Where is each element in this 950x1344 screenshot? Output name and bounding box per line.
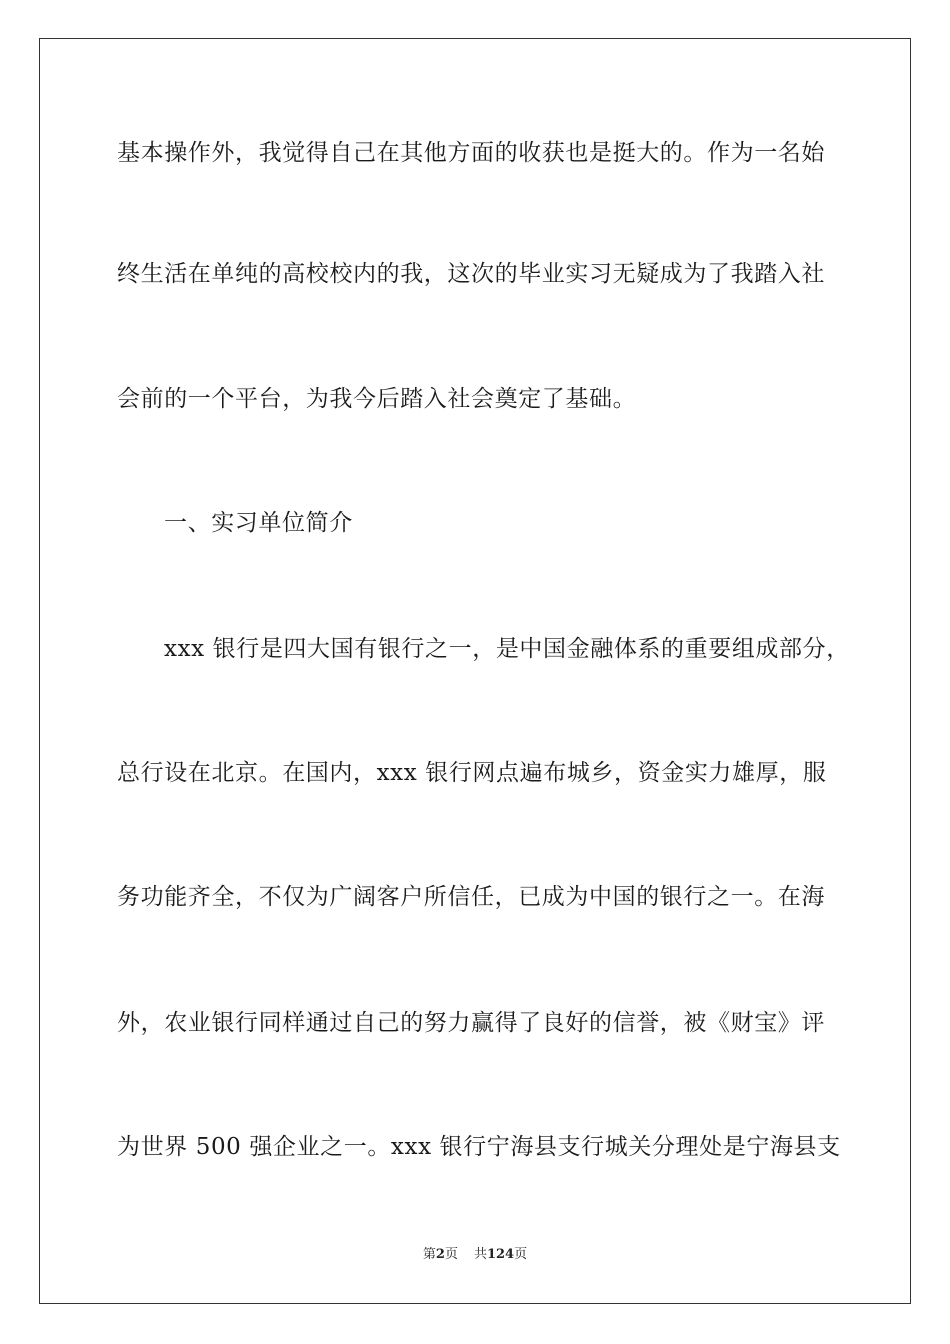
text-line-6: 总行设在北京。在国内，xxx 银行网点遍布城乡，资金实力雄厚，服 [117,760,827,786]
footer-page-number: 2 [435,1247,445,1262]
text-line-5: xxx 银行是四大国有银行之一，是中国金融体系的重要组成部分， [164,636,850,662]
footer-total-pages: 124 [486,1247,515,1262]
section-heading: 一、实习单位简介 [164,510,353,536]
footer-page-prefix: 第 [422,1247,436,1262]
text-line-1: 基本操作外，我觉得自己在其他方面的收获也是挺大的。作为一名始 [117,140,825,166]
footer-total-prefix: 共 [473,1247,487,1262]
footer-total-suffix: 页 [514,1247,528,1262]
text-line-2: 终生活在单纯的高校校内的我，这次的毕业实习无疑成为了我踏入社 [117,261,825,287]
page-footer [0,1246,950,1264]
footer-page-suffix: 页 [444,1247,458,1262]
page-border [39,38,911,1304]
text-line-9: 为世界 500 强企业之一。xxx 银行宁海县支行城关分理处是宁海县支 [117,1134,841,1160]
text-line-3: 会前的一个平台，为我今后踏入社会奠定了基础。 [117,386,637,412]
text-line-7: 务功能齐全，不仅为广阔客户所信任，已成为中国的银行之一。在海 [117,884,825,910]
text-line-8: 外，农业银行同样通过自己的努力赢得了良好的信誉，被《财宝》评 [117,1010,825,1036]
